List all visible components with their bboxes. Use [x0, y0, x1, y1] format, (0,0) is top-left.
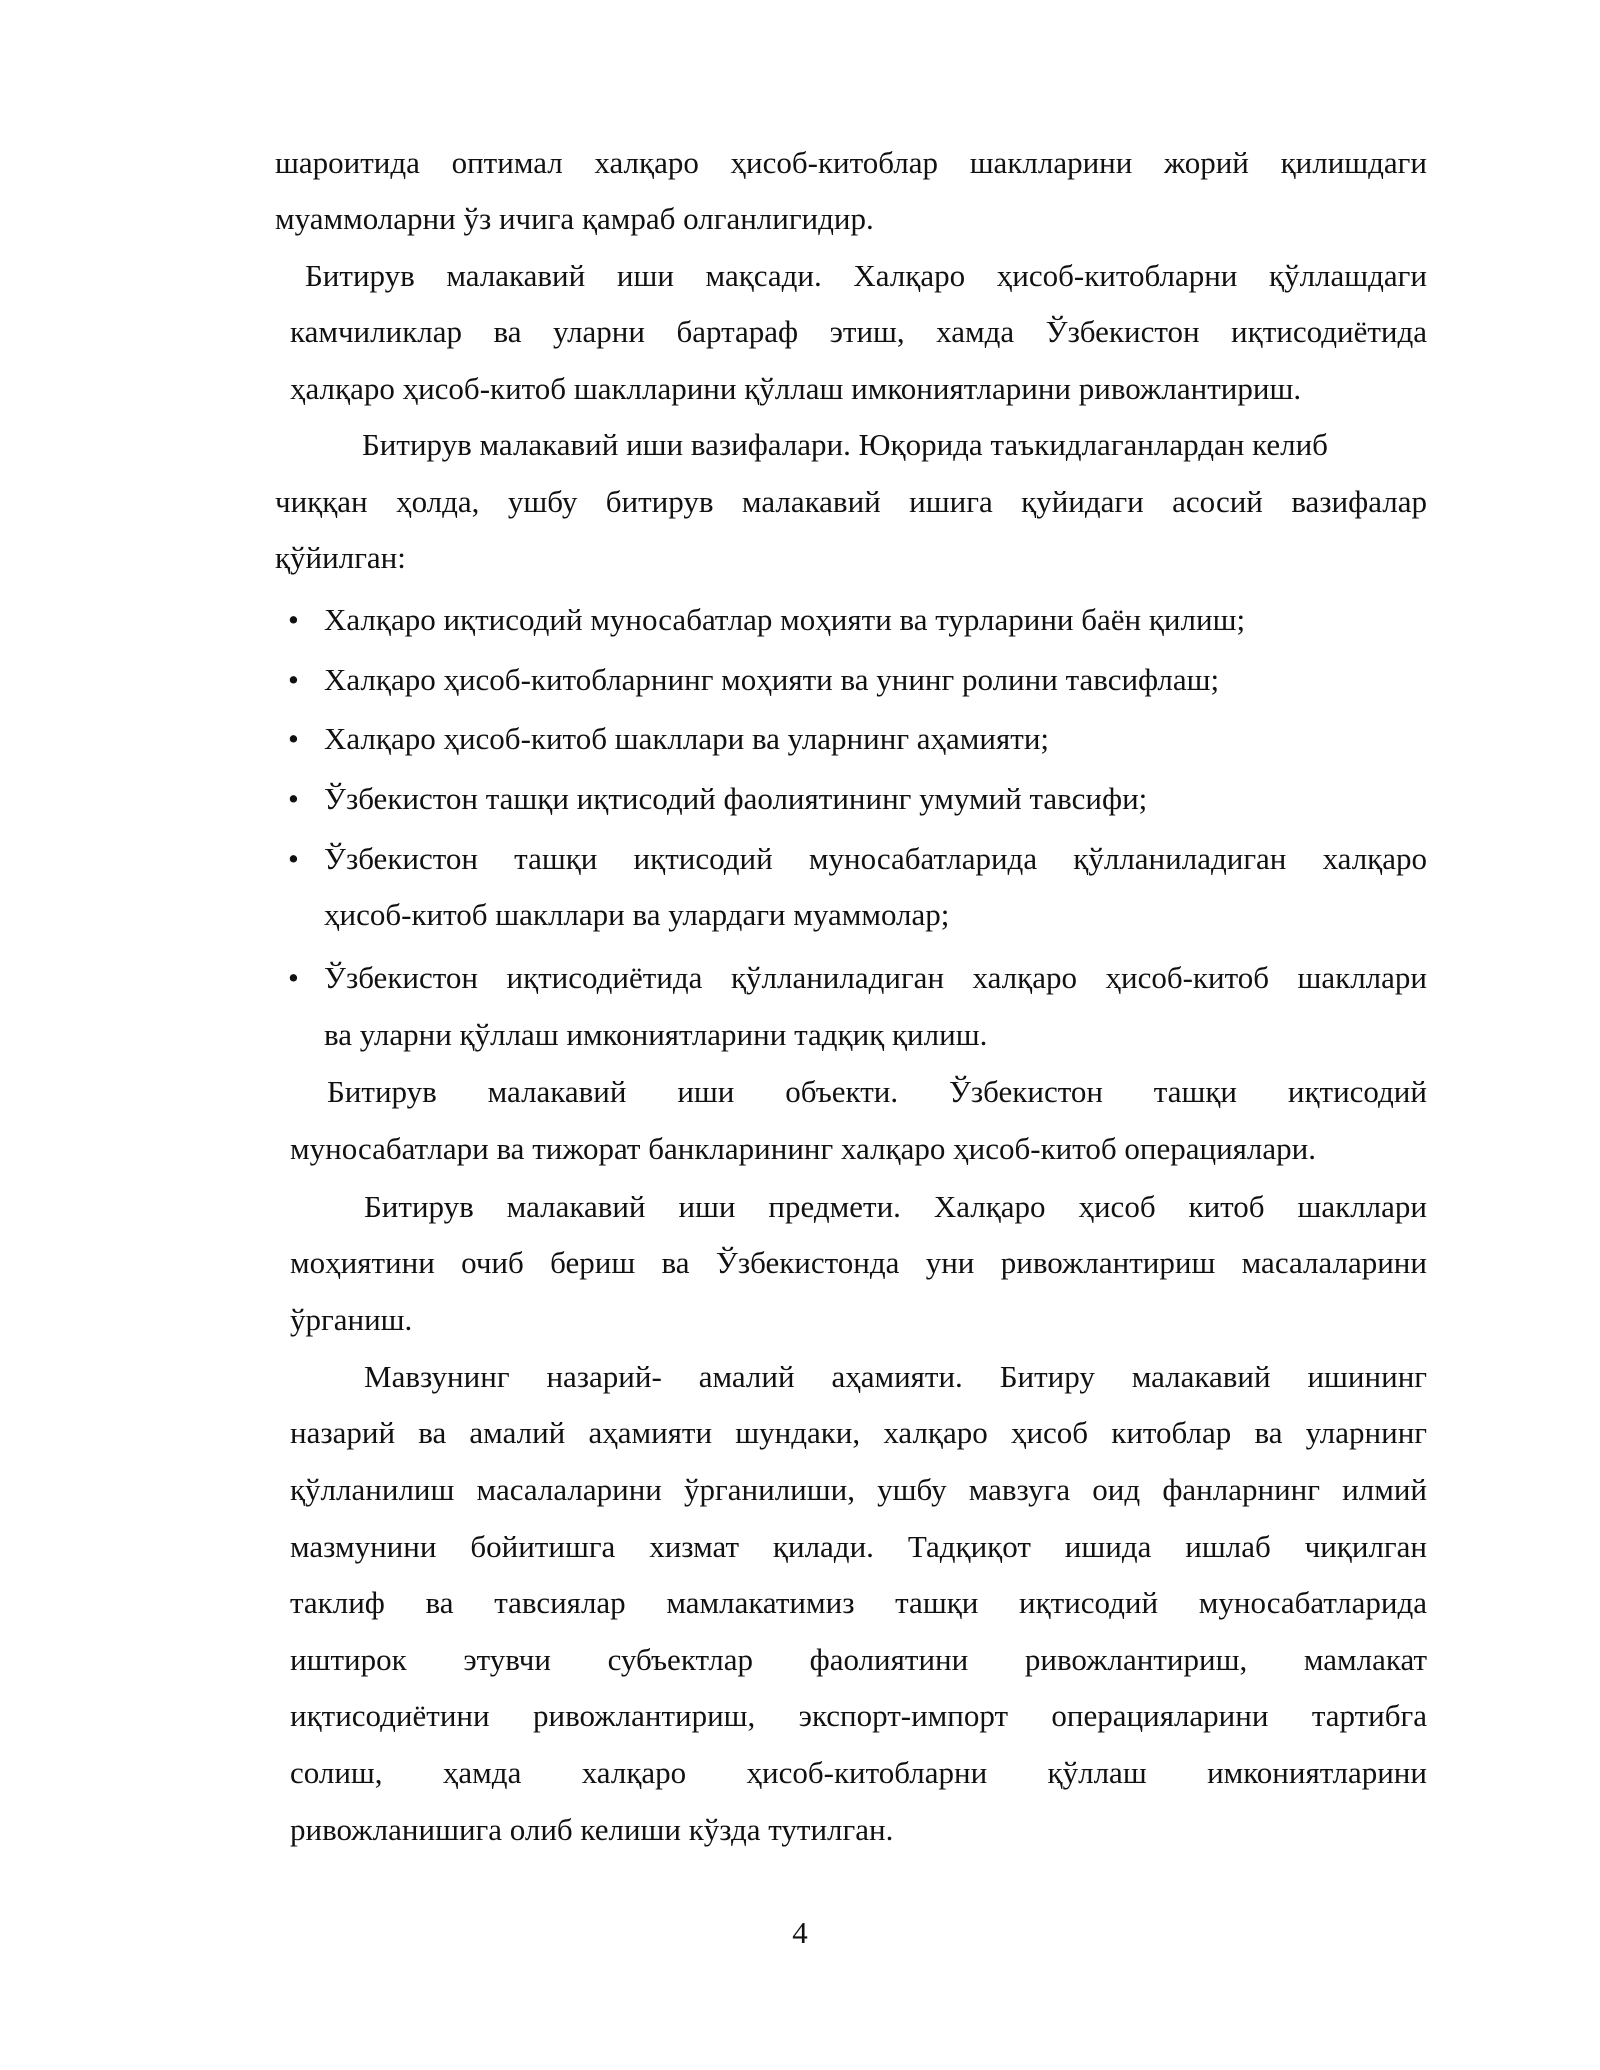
text-line: чиққан ҳолда, ушбу битирув малакавий ишига қуйидаги асосий вазифалар — [275, 484, 1427, 519]
text-line: қўлланилиш масалаларини ўрганилиши, ушбу мавзуга оид фанларнинг илмий — [290, 1472, 1427, 1507]
text-line: Битирув малакавий иши вазифалари. Юқорида таъкидлаганлардан келиб — [362, 427, 1328, 462]
text-line: муносабатлари ва тижорат банкларининг халқаро ҳисоб-китоб операциялари. — [290, 1131, 1316, 1166]
text-line: қўйилган: — [275, 540, 406, 575]
list-item: ҳисоб-китоб шакллари ва улардаги муаммолар; — [324, 897, 950, 932]
text-line: ўрганиш. — [290, 1302, 413, 1337]
text-line: Мавзунинг назарий- амалий аҳамияти. Битиру малакавий ишининг — [364, 1359, 1427, 1394]
text-line: ҳалқаро ҳисоб-китоб шаклларини қўллаш имкониятларини ривожлантириш. — [290, 371, 1302, 406]
text-line: Битирув малакавий иши объекти. Ўзбекистон ташқи иқтисодий — [327, 1074, 1427, 1109]
text-line: моҳиятини очиб бериш ва Ўзбекистонда уни ривожлантириш масалаларини — [290, 1245, 1427, 1280]
text-line: шароитида оптимал халқаро ҳисоб-китоблар шаклларини жорий қилишдаги — [275, 145, 1427, 180]
list-item: Халқаро иқтисодий муносабатлар моҳияти ва турларини баён қилиш; — [324, 602, 1246, 637]
text-line: солиш, ҳамда халқаро ҳисоб-китобларни қўллаш имкониятларини — [290, 1755, 1427, 1790]
text-line: муаммоларни ўз ичига қамраб олганлигидир. — [275, 201, 874, 236]
text-line: Битирув малакавий иши мақсади. Халқаро ҳисоб-китобларни қўллашдаги — [305, 258, 1427, 293]
text-line: назарий ва амалий аҳамияти шундаки, халқаро ҳисоб китоблар ва уларнинг — [290, 1415, 1427, 1450]
text-line: мазмунини бойитишга хизмат қилади. Тадқиқот ишида ишлаб чиқилган — [290, 1529, 1427, 1564]
bullet-marker: • — [288, 602, 299, 637]
text-line: ривожланишига олиб келиши кўзда тутилган. — [290, 1812, 894, 1847]
text-line: Битирув малакавий иши предмети. Халқаро ҳисоб китоб шакллари — [364, 1189, 1427, 1224]
bullet-marker: • — [288, 662, 299, 697]
list-item: Ўзбекистон ташқи иқтисодий муносабатларида қўлланиладиган халқаро — [324, 841, 1427, 876]
text-line: иқтисодиётини ривожлантириш, экспорт-импорт операцияларини тартибга — [290, 1698, 1427, 1733]
bullet-marker: • — [288, 721, 299, 756]
text-line: камчиликлар ва уларни бартараф этиш, хамда Ўзбекистон иқтисодиётида — [290, 314, 1427, 349]
list-item: Ўзбекистон ташқи иқтисодий фаолиятининг умумий тавсифи; — [324, 781, 1148, 816]
list-item: ва уларни қўллаш имкониятларини тадқиқ қилиш. — [324, 1017, 988, 1052]
bullet-marker: • — [288, 841, 299, 876]
list-item: Ўзбекистон иқтисодиётида қўлланиладиган халқаро ҳисоб-китоб шакллари — [324, 960, 1427, 995]
bullet-marker: • — [288, 960, 299, 995]
text-line: таклиф ва тавсиялар мамлакатимиз ташқи иқтисодий муносабатларида — [290, 1585, 1427, 1620]
list-item: Халқаро ҳисоб-китобларнинг моҳияти ва унинг ролини тавсифлаш; — [324, 662, 1220, 697]
bullet-marker: • — [288, 781, 299, 816]
list-item: Халқаро ҳисоб-китоб шакллари ва уларнинг аҳамияти; — [324, 721, 1050, 756]
page-number: 4 — [792, 1915, 808, 1950]
text-line: иштирок этувчи субъектлар фаолиятини ривожлантириш, мамлакат — [290, 1642, 1427, 1677]
